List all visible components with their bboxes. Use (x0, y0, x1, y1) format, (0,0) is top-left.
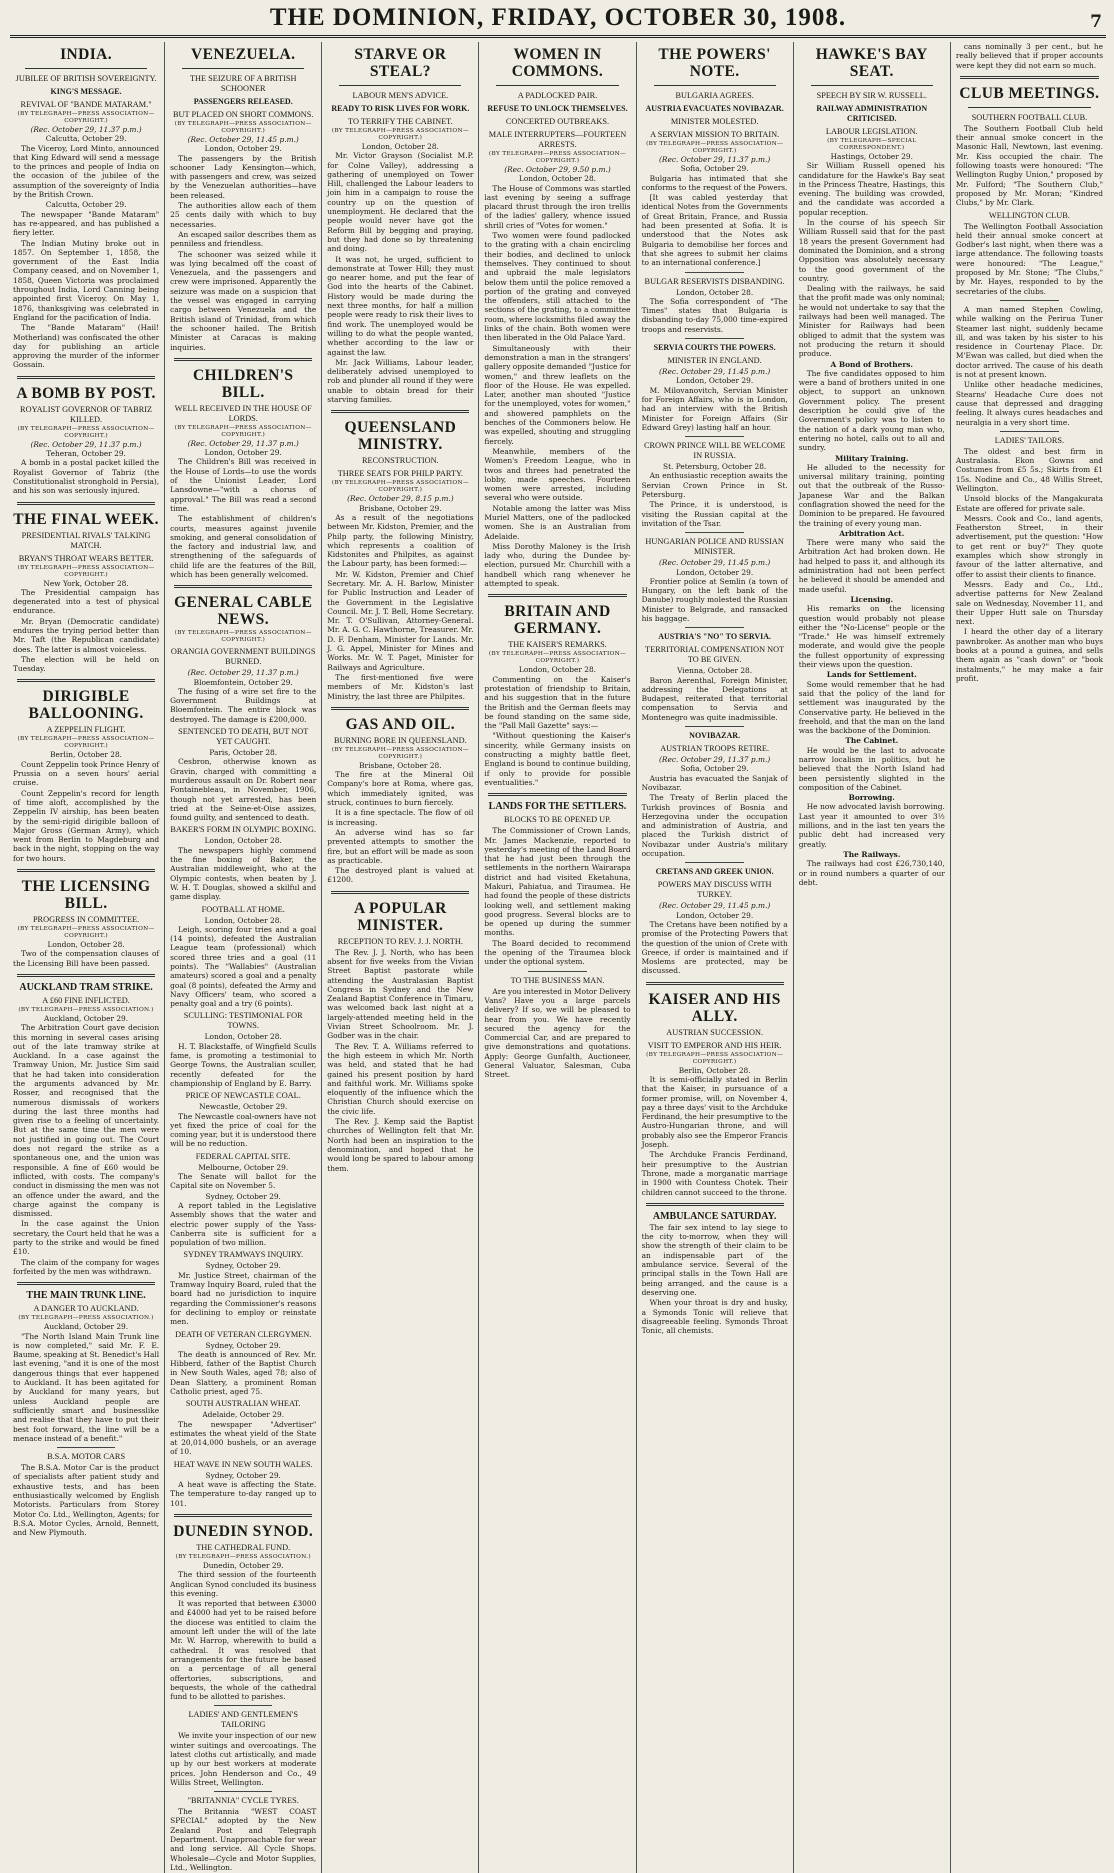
received-line: (Rec. October 29, 11.45 p.m.) (187, 135, 299, 144)
subhead: A DANGER TO AUCKLAND. (33, 1304, 139, 1314)
paragraph: Mr. Justice Street, chairman of the Tramway Inquiry Board, ruled that the board had no jurisdiction to inquire regarding the Commissioner's reasons for declining to employ or reinstate men. (170, 1270, 317, 1327)
section-label: Borrowing. (848, 793, 895, 803)
dateline: Calcutta, October 29. (45, 200, 127, 210)
dateline: Berlin, October 28. (678, 1065, 751, 1075)
subhead: PRESIDENTIAL RIVALS' TALKING MATCH. (21, 530, 151, 550)
headline-queensland-ministry: QUEENSLAND MINISTRY. (344, 419, 457, 454)
paragraph: The Newcastle coal-owners have not yet fixed the price of coal for the coming year, but it is understood there will be no reduction. (170, 1111, 317, 1149)
paragraph: Baron Aerenthal, Foreign Minister, addressing the Delegations at Budapest, reiterated that territorial compensation to Servia and Montenegro was quite inadmissible. (641, 675, 788, 722)
subhead: LABOUR LEGISLATION. (825, 127, 918, 136)
subhead: JUBILEE OF BRITISH SOVEREIGNTY. (15, 74, 157, 83)
subhead: BRYAN'S THROAT WEARS BETTER. (18, 553, 154, 563)
dateline: Sydney, October 29. (205, 1470, 281, 1480)
dateline: London, October 28. (361, 142, 439, 151)
credit-line: (BY TELEGRAPH—PRESS ASSOCIATION—COPYRIGHT.) (17, 425, 155, 439)
paragraph: The establishment of children's courts, measures against juvenile smoking, and general consolidation of the factory and industrial law, and strengthening of the safeguards of child life are the features of the Bill, which has been generally welcomed. (170, 514, 317, 579)
paragraph: Count Zeppelin took Prince Henry of Prussia on a seven hours' aerial cruise. (13, 759, 160, 788)
headline-licensing: THE LICENSING BILL. (21, 878, 151, 913)
paragraph: M. Milovanovitch, Servian Minister for Foreign Affairs, who is in London, had an interview with the British Minister for Foreign Affairs (Sir Edward Grey) lasting half an hour. (641, 385, 788, 432)
subhead: SOUTHERN FOOTBALL CLUB. (971, 112, 1088, 122)
subhead: TERRITORIAL COMPENSATION NOT TO BE GIVEN. (645, 645, 785, 665)
paragraph: As a result of the negotiations between Mr. Kidston, Premier, and the Philp party, the following Ministry, which represents a coalition of Kidstonites and Philpites, as against the Labour party, has been formed:— (327, 512, 474, 569)
headline-britain-germany: BRITAIN AND GERMANY. (504, 603, 611, 638)
dateline: Auckland, October 29. (44, 1322, 129, 1332)
subhead: AUSTRIA'S "NO" TO SERVIA. (658, 632, 772, 642)
paragraph: He alluded to the necessity for universal military training, pointing out that the outbreak of the Russo-Japanese War and the Balkan conflagration showed the need for the Dominion to be prepared. He favoured the training of every young man. (798, 462, 945, 528)
subhead: SCULLING: TESTIMONIAL FOR TOWNS. (183, 1011, 303, 1031)
subhead: CONCERTED OUTBREAKS. (505, 117, 610, 126)
paragraph: The Rev. J. Kemp said the Baptist churches of Wellington felt that Mr. North had been an inspiration to the denomination, and hoped that he would long be spared to labour among them. (327, 1117, 474, 1173)
dateline: Dunedin, October 29. (202, 1560, 284, 1570)
headline-ambulance: AMBULANCE SATURDAY. (652, 1210, 777, 1222)
dateline: London, October 28. (204, 1032, 282, 1042)
column-1 (8, 42, 165, 1873)
paragraph: There were many who said the Arbitration Act had broken down. He had helped to pass it, and although its administration had not been perfect he believed it should be amended and made useful. (798, 538, 945, 594)
column-7 (951, 42, 1108, 1873)
paragraph: Two of the compensation clauses of the Licensing Bill have been passed. (13, 949, 160, 968)
advert-heading: "BRITANNIA" CYCLE TYRES. (187, 1796, 299, 1806)
subhead: A SERVIAN MISSION TO BRITAIN. (650, 130, 780, 139)
subhead: READY TO RISK LIVES FOR WORK. (331, 104, 470, 113)
dateline: London, October 29. (204, 144, 282, 154)
subhead: BURNING BORE IN QUEENSLAND. (333, 735, 467, 745)
received-line: (Rec. October 29, 11.37 p.m.) (659, 755, 771, 765)
paragraph: The Viceroy, Lord Minto, announced that King Edward will send a message to the princes and people of India on the occasion of the jubilee of the assumption of the sovereignty of India by the British Crown. (13, 143, 160, 200)
dateline: St. Petersburg, October 28. (663, 462, 767, 472)
paragraph: Unlike other headache medicines, Stearns' Headache Cure does not cause that depressed and dragging feeling. It always cures headaches and neuralgia in a very short time. (955, 380, 1103, 427)
paragraph: The fusing of a wire set fire to the Government Buildings at Bloemfontein. The entire block was destroyed. The damage is £200,000. (170, 686, 317, 724)
headline-tram-strike: AUCKLAND TRAM STRIKE. (19, 981, 153, 993)
dateline: London, October 29. (676, 376, 754, 386)
headline-gas-and-oil: GAS AND OIL. (345, 715, 456, 733)
paragraph: Leigh, scoring four tries and a goal (14 points), defeated the Australian League team (professional) which scored three tries and a goal (11 points). The "Wallabies" (Australian amateurs) scored a goal and a penalty goal (8 points), defeated the Army and Navy Officers' team, who scored a penalty goal and a try (6 points). (170, 924, 317, 1009)
subhead: PASSENGERS RELEASED. (193, 97, 293, 106)
paragraph: Cesbron, otherwise known as Gravin, charged with committing a murderous assault on Dr. Robert near Fontainebleau, in November, 1906, though not yet arrested, has been tried at the Seine-et-Oise assizes, found guilty, and sentenced to death. (170, 757, 317, 823)
headline-powers-note: THE POWERS' NOTE. (658, 46, 771, 80)
subhead: HEAT WAVE IN NEW SOUTH WALES. (173, 1459, 313, 1469)
paragraph: The Treaty of Berlin placed the Turkish provinces of Bosnia and Herzegovina under the occupation and administration of Austria, and placed the Turkish district of Novibazar under Austria's military occupation. (641, 793, 788, 859)
dateline: Melbourne, October 29. (198, 1162, 289, 1172)
paragraph: The five candidates opposed to him were a band of brothers united in one object, to support an unknown Government policy. The present description he could give of the Government's policy was to listen to the nation of a dark young man who, entering no hotel, calls out to all and sundry. (798, 368, 945, 453)
paragraph: Two women were found padlocked to the grating with a chain encircling their bodies, and declined to unlock themselves. They continued to shout and upbraid the male legislators below them until the police removed a portion of the grating and conveyed the offenders, still attached to the sections of the grating, to a committee room, where locksmiths filed away the links of the chain. Both women were then liberated in the Old Palace Yard. (484, 231, 631, 343)
column-6 (794, 42, 951, 1873)
paragraph: The railways had cost £26,730,140, or in round numbers a quarter of our debt. (798, 859, 945, 887)
paragraph: The Sofia correspondent of "The Times" states that Bulgaria is disbanding to-day 75,000 time-expired troops and reservists. (641, 296, 788, 334)
section-label: Military Training. (835, 453, 909, 463)
paragraph: Commenting on the Kaiser's protestation of friendship to Britain, and his suggestion that in the future the British and the German fleets may be found standing on the same side, the "Pall Mall Gazette" says:— (484, 674, 631, 731)
subhead: KING'S MESSAGE. (50, 87, 122, 96)
dateline: Newcastle, October 29. (199, 1102, 288, 1112)
subhead: SERVIA COURTS THE POWERS. (653, 343, 776, 353)
headline-women-in-commons: WOMEN IN COMMONS. (511, 46, 604, 80)
paragraph: The schooner was seized while it was lying becalmed off the coast of Venezuela, and the passengers and crew were imprisoned. Apparently the seizure was made on a suspicion that the vessel was engaged in carrying cargo between Venezuela and the British island of Trinidad, from which the schooner hailed. The British Minister at Caracas is making inquiries. (170, 249, 317, 352)
paragraph: Frontier police at Semlin (a town of Hungary, on the left bank of the Danube) roughly molested the Russian Minister to Belgrade, and ransacked his baggage. (641, 576, 788, 623)
dateline: Brisbane, October 29. (359, 503, 442, 513)
advert-text: The oldest and best firm in Australasia. Ekon Gowns and Costumes from £5 5s.; Skirts from £1 15s. Nodine and Co., 48 Willis Street, Wellington. (955, 446, 1103, 493)
paragraph: The newspapers highly commend the fine boxing of Baker, the Australian middleweight, who at the Olympic contests, when beaten by J. W. H. T. Douglas, showed a skilful and game display. (170, 845, 317, 902)
subhead: SYDNEY TRAMWAYS INQUIRY. (183, 1250, 304, 1260)
subhead: POWERS MAY DISCUSS WITH TURKEY. (657, 880, 772, 900)
paragraph: It is semi-officially stated in Berlin that the Kaiser, in pursuance of a former promise, will, on November 4, pay a three days' visit to the Archduke Ferdinand, the heir presumptive to the Austro-Hungarian throne, and will probably also see the Emperor Francis Joseph. (641, 1075, 788, 1150)
section-label: Arbitration Act. (839, 528, 905, 538)
subhead: RAILWAY ADMINISTRATION CRITICISED. (816, 104, 928, 123)
credit-line: (BY TELEGRAPH—PRESS ASSOCIATION—COPYRIGHT.) (174, 121, 312, 134)
headline-india: INDIA. (60, 46, 113, 63)
paragraph: The Prince, it is understood, is visiting the Russian capital at the invitation of the Tsar. (641, 500, 788, 528)
credit-line: (BY TELEGRAPH—PRESS ASSOCIATION—COPYRIGHT.) (17, 926, 155, 940)
credit-line: (BY TELEGRAPH—PRESS ASSOCIATION—COPYRIGHT.) (174, 424, 312, 438)
headline-kaiser-ally: KAISER AND HIS ALLY. (648, 990, 781, 1025)
advert-heading: B.S.A. MOTOR CARS (47, 1452, 126, 1462)
paragraph: The House of Commons was startled last evening by seeing a suffrage placard thrust through the iron trellis of the ladies' gallery, whence issued shrill cries of "Votes for women." (484, 183, 631, 230)
dateline: London, October 28. (676, 287, 754, 297)
paragraph: The Commissioner of Crown Lands, Mr. James Mackenzie, reported to yesterday's meeting of the Land Board that he had just been through the settlements in the northern Wairarapa district and had visited Eketahuna, Makuri, Pahiatua, and Tiraumea. He had found the people of these districts looking well, and settlement making good progress. Several blocks are to be opened up during the summer months. (484, 826, 631, 938)
received-line: (Rec. October 29, 11.37 p.m.) (187, 438, 299, 448)
newspaper-columns (8, 42, 1108, 1872)
received-line: (Rec. October 29, 9.50 p.m.) (504, 165, 611, 174)
dateline: Bloemfontein, October 29. (193, 677, 293, 687)
subhead: A £60 FINE INFLICTED. (42, 995, 130, 1005)
credit-line: (BY TELEGRAPH—PRESS ASSOCIATION—COPYRIGHT.) (17, 736, 155, 750)
column-5 (637, 42, 794, 1873)
advert-text: We invite your inspection of our new winter suitings and overcoatings. The latest cloths cut artistically, and made up by our best workers at moderate prices. John Henderson and Co., 49 Willis Street, Wellington. (170, 1731, 317, 1787)
subhead: THE CATHEDRAL FUND. (196, 1542, 291, 1552)
subhead: LABOUR MEN'S ADVICE. (352, 91, 449, 100)
dateline: London, October 28. (204, 915, 282, 925)
subhead: CRETANS AND GREEK UNION. (655, 867, 774, 877)
paragraph: It was not, he urged, sufficient to demonstrate at Tower Hill; they must go nearer home, and put the fear of God into the hearts of the Cabinet. History would be made during the next three months, for half a million people were ready to risk their lives to find work. The unemployed would be willing to do what the people wanted, whether according to the law or against the law. (327, 254, 474, 357)
paragraph: The authorities allow each of them 25 cents daily with which to buy necessaries. (170, 201, 317, 229)
credit-line: (BY TELEGRAPH—PRESS ASSOCIATION.) (18, 1006, 154, 1013)
paragraph: A heat wave is affecting the State. The temperature to-day ranged up to 101. (170, 1480, 317, 1508)
subhead: MINISTER MOLESTED. (670, 117, 759, 126)
headline-main-trunk: THE MAIN TRUNK LINE. (26, 1290, 146, 1302)
masthead (10, 4, 1106, 38)
paragraph: The election will be held on Tuesday. (13, 654, 160, 674)
subhead: BUT PLACED ON SHORT COMMONS. (172, 110, 314, 119)
subhead: RECONSTRUCTION. (361, 456, 439, 466)
paragraph: Unsold blocks of the Mangakurata Estate are offered for private sale. (955, 494, 1103, 513)
paragraph: Mr. Victor Grayson (Socialist M.P. for Colne Valley), addressing a gathering of unemployed on Tower Hill, challenged the Labour leaders to join him in a campaign to rouse the country up on the question of unemployment. He declared that the people would never have got the Reform Bill by begging and praying, but they had done so by threatening and doing. (327, 151, 474, 254)
paragraph: Dealing with the railways, he said that the profit made was only nominal; he would not undertake to say that the railways had been well managed. The Minister for Railways had been obliged to admit that the system was not producing the return it should produce. (798, 284, 945, 359)
section-label: A Bond of Brothers. (830, 359, 913, 369)
headline-dunedin-synod: DUNEDIN SYNOD. (173, 1522, 314, 1540)
headline-final-week: THE FINAL WEEK. (13, 510, 159, 528)
subhead: AUSTRIAN TROOPS RETIRE. (660, 744, 770, 754)
paragraph: The first-mentioned five were members of Mr. Kidston's last Ministry, the last three are Philpites. (327, 672, 474, 701)
paragraph: "The North Island Main Trunk line is now completed," said Mr. F. E. Baume, speaking at St. Benedict's Hall last evening, "and it is one of the most dangerous things that ever happened to Auckland. It has been agitated for by Auckland for many years, but unless Auckland people are sufficiently smart and businesslike and realise that they have to put their best foot forward, the line will be a menace instead of a benefit." (13, 1331, 160, 1443)
paragraph: Bulgaria has intimated that she conforms to the request of the Powers. (641, 173, 788, 192)
subhead: BAKER'S FORM IN OLYMPIC BOXING. (170, 825, 317, 835)
paragraph: In the course of his speech Sir William Russell said that for the past 18 years the present Government had dominated the Dominion, and a strong Opposition was absolutely necessary to the good government of the country. (798, 218, 945, 283)
section-label: Licensing. (850, 594, 894, 604)
page-number: 7 (1090, 12, 1102, 32)
received-line: (Rec. October 29, 11.37 p.m.) (30, 125, 142, 134)
paragraph: Miss Dorothy Maloney is the Irish lady who, during the Dundee by-election, pursued Mr. Churchill with a handbell which rang whenever he attempted to speak. (484, 541, 631, 589)
paragraph: In the case against the Union secretary, the Court held that he was a party to the strike and would be fined £10. (13, 1219, 160, 1257)
subhead: BULGARIA AGREES. (675, 91, 754, 100)
credit-line: (BY TELEGRAPH—PRESS ASSOCIATION—COPYRIGHT.) (331, 480, 469, 494)
subhead: MINISTER IN ENGLAND. (667, 356, 762, 366)
dateline: Sydney, October 29. (205, 1191, 281, 1201)
dateline: Hastings, October 29. (830, 152, 913, 161)
paragraph: The Indian Mutiny broke out in 1857. On September 1, 1858, the government of the East India Company ceased, and on November 1, 1858, Queen Victoria was proclaimed throughout India, Lord Canning being appointed first Viceroy. On May 1, 1876, thanksgiving was celebrated in England for the pacification of India. (13, 238, 160, 322)
paragraph: A bomb in a postal packet killed the Royalist Governor of Tabriz (the Constitutionalist stronghold in Persia), and his son was seriously injured. (13, 458, 160, 496)
headline-dirigible: DIRIGIBLE BALLOONING. (28, 688, 144, 723)
headline-bomb: A BOMB BY POST. (16, 384, 156, 402)
received-line: (Rec. October 29, 11.37 p.m.) (187, 668, 299, 678)
column-3 (322, 42, 479, 1873)
subhead: REFUSE TO UNLOCK THEMSELVES. (487, 104, 628, 113)
advert-text: Are you interested in Motor Delivery Vans? Have you a large parcels delivery? If so, we will be pleased to hear from you. We have recently secured the agency for the Commercial Car, and are prepared to give demonstrations and quotations. Apply: George Gunfalth, Auctioneer, General Valuator, Salesman, Cuba Street. (484, 986, 631, 1080)
subhead: ORANGIA GOVERNMENT BUILDINGS BURNED. (170, 647, 316, 667)
subhead: WELLINGTON CLUB. (988, 210, 1070, 220)
received-line: (Rec. October 29, 11.37 p.m.) (659, 155, 771, 164)
subhead: AUSTRIA EVACUATES NOVIBAZAR. (645, 104, 784, 113)
paragraph: His remarks on the licensing question would probably not please either the "No-License" people or the "Trade." He was himself extremely moderate, and would give the people the fullest opportunity of expressing their views upon the question. (798, 604, 945, 670)
headline-starve-or-steal: STARVE OR STEAL? (354, 46, 447, 80)
paragraph: The Rev. J. J. North, who has been absent for five weeks from the Vivian Street Baptist pastorate while attending the Australasian Baptist Congress in Sydney and the New Zealand Baptist Conference in Timaru, was welcomed back last night at a largely-attended meeting held in the Vivian Street Schoolroom. Mr. J. Godber was in the chair. (327, 947, 474, 1041)
paragraph: Meanwhile, members of the Women's Freedom League, who in twos and threes had penetrated the lobby, made speeches. Fourteen women were arrested, including several who were outside. (484, 446, 631, 503)
received-line: (Rec. October 29, 11.45 p.m.) (659, 901, 771, 911)
paragraph: Notable among the latter was Miss Muriel Matters, one of the padlocked women. She is an Australian from Adelaide. (484, 503, 631, 541)
dateline: London, October 28. (518, 665, 597, 675)
paragraph: The destroyed plant is valued at £1200. (327, 866, 474, 885)
subhead: A ZEPPELIN FLIGHT. (46, 725, 126, 735)
credit-line: (BY TELEGRAPH—PRESS ASSOCIATION—COPYRIGHT.) (488, 651, 627, 665)
dateline: Paris, October 28. (209, 748, 278, 758)
received-line: (Rec. October 29, 8.15 p.m.) (347, 494, 454, 504)
paragraph: The Senate will ballot for the Capital site on November 5. (170, 1172, 317, 1191)
received-line: (Rec. October 29, 11.45 p.m.) (659, 558, 771, 568)
dateline: London, October 28. (518, 174, 597, 184)
paragraph: Messrs. Eady and Co., Ltd., advertise patterns for New Zealand sale on Wednesday, November 11, and their Upper Hutt sale on Thursday next. (955, 579, 1103, 627)
headline-popular-minister: A POPULAR MINISTER. (353, 899, 447, 934)
subhead: VISIT TO EMPEROR AND HIS HEIR. (647, 1040, 782, 1050)
dateline: London, October 29. (676, 567, 754, 577)
paragraph: The Archduke Francis Ferdinand, heir presumptive to the Austrian Throne, made a morganatic marriage in 1900 with Countess Chotek. Their children cannot succeed to the throne. (641, 1150, 788, 1197)
advert-heading: LADIES' AND GENTLEMEN'S TAILORING (188, 1710, 298, 1730)
paragraph: Simultaneously with their demonstration a man in the strangers' gallery opposite demanded "Justice for women," and threw leaflets on the floor of the House. He was expelled. Later, another man shouted "Justice for the unemployed, votes for women," and showered pamphlets on the benches of the Commoners below. He was expelled, shouting and struggling fiercely. (484, 343, 631, 446)
paragraph: A man named Stephen Cowling, while walking on the Perirua Tuner Steamer last night, suddenly became ill, and was taken by his sister to his residence in Courtenay Place. Dr. M'Ewan was called, but died when the doctor arrived. The cause of his death is not at present known. (955, 304, 1103, 380)
paragraph: cans nominally 3 per cent., but he really believed that if proper accounts were kept they did not earn so much. (955, 42, 1103, 70)
credit-line: (BY TELEGRAPH—PRESS ASSOCIATION—COPYRIGHT.) (331, 746, 469, 760)
headline-venezuela: VENEZUELA. (191, 46, 296, 63)
paragraph: It was reported that between £3000 and £4000 had yet to be raised before the diocese was entitled to claim the amount left under the will of the late Mr. W. Harrop, wherewith to build a cathedral. It was resolved that arrangements for the future be based on a percentage of all general offertories, subscriptions, and bequests, the whole of the cathedral fund to be allotted to parishes. (170, 1599, 317, 1702)
subhead: PRICE OF NEWCASTLE COAL. (185, 1091, 301, 1101)
headline-lands-settlers: LANDS FOR THE SETTLERS. (488, 801, 627, 813)
paragraph: The Arbitration Court gave decision this morning in several cases arising out of the late tramway strike at Auckland. In a case against the Tramway Union, Mr. Justice Sim said that he had taken into consideration the arguments advanced by Mr. Rosser, and recognised that the numerous dismissals of workers during the last three months had given rise to a feeling of uncertainty. But at the same time the men were not justified in going out. The Court does not regard the strike as a spontaneous one, and the union was responsible. A fine of £60 would be inflicted, with costs. The company's conduct in dismissing the men was not an offence under the award, and the charge against the company is dismissed. (13, 1023, 160, 1219)
subhead: AUSTRIAN SUCCESSION. (666, 1027, 764, 1037)
paragraph: H. T. Blackstaffe, of Wingfield Sculls fame, is promoting a testimonial to George Towns, the Australian sculler, recently defeated for the championship of England by E. Barry. (170, 1041, 317, 1088)
dateline: Vienna, October 28. (677, 666, 753, 676)
paragraph: The Presidential campaign has degenerated into a test of physical endurance. (13, 587, 160, 616)
paragraph: The Cretans have been notified by a promise of the Protecting Powers that the question of the union of Crete with Greece, if order is maintained and if Moslems are protected, may be discussed. (641, 919, 788, 976)
subhead: DEATH OF VETERAN CLERGYMEN. (175, 1329, 312, 1339)
paragraph: The passengers by the British schooner Lady Kensington—which, with passengers and crew, was seized by the Venezuelan authorities—have been released. (170, 153, 317, 200)
paragraph: Mr. Jack Williams, Labour leader, deliberately advised unemployed to rob and plunder all round if they were unable to obtain bread for their starving families. (327, 357, 474, 405)
subhead: CROWN PRINCE WILL BE WELCOME IN RUSSIA. (643, 441, 786, 461)
advert-heading: LADIES' TAILORS. (994, 435, 1065, 445)
credit-line: (BY TELEGRAPH—PRESS ASSOCIATION.) (175, 1553, 311, 1560)
credit-line: (BY TELEGRAPH—PRESS ASSOCIATION—COPYRIGHT.) (646, 141, 784, 154)
paragraph: An escaped sailor describes them as penniless and friendless. (170, 229, 317, 249)
subhead: RECEPTION TO REV. J. J. NORTH. (337, 936, 463, 946)
paragraph: The third session of the fourteenth Anglican Synod concluded its business this evening. (170, 1570, 317, 1598)
credit-line: (BY TELEGRAPH—PRESS ASSOCIATION—COPYRIGHT.) (488, 151, 627, 164)
dateline: Teheran, October 29. (46, 449, 126, 459)
newspaper-title: THE DOMINION, FRIDAY, OCTOBER 30, 1908. (269, 4, 847, 31)
credit-line: (BY TELEGRAPH—SPECIAL CORRESPONDENT.) (827, 138, 917, 151)
subhead: THE SEIZURE OF A BRITISH SCHOONER (189, 74, 297, 93)
credit-line: (BY TELEGRAPH—PRESS ASSOCIATION—COPYRIGHT.) (331, 128, 469, 141)
headline-general-cable: GENERAL CABLE NEWS. (174, 594, 313, 629)
paragraph: The Southern Football Club held their annual smoke concert in the Masonic Hall, Newtown, last evening. Mr. Kiss occupied the chair. The following toasts were honoured: "The Wellington Rugby Union," proposed by Mr. Fulford; "The Southern Club," proposed by Mr. Moran; "Kindred Clubs," by Mr. Clark. (955, 123, 1103, 208)
section-label: The Cabinet. (845, 736, 899, 746)
credit-line: (BY TELEGRAPH—PRESS ASSOCIATION—COPYRIGHT.) (17, 111, 155, 124)
paragraph: The claim of the company for wages forfeited by the men was withdrawn. (13, 1257, 160, 1276)
paragraph: Some would remember that he had said that the policy of the land for settlement was inaugurated by the Conservative party. He believed in the freehold, and that the man on the land was the backbone of the Dominion. (798, 679, 945, 736)
column-4 (479, 42, 636, 1873)
advert-text: The Britannia "WEST COAST SPECIAL" adopted by the New Zealand Post and Telegraph Department. Unapproachable for wear and long service. All Cycle Shops. Wholesale—Cycle and Motor Supplies, Ltd., Wellington. (170, 1807, 317, 1872)
paragraph: Sir William Russell opened his candidature for the Hawke's Bay seat in the Princess Theatre, Hastings, this evening. The building was crowded, and the candidate was accorded a popular reception. (798, 161, 945, 217)
dateline: Brisbane, October 28. (359, 760, 442, 770)
paragraph: It is a fine spectacle. The flow of oil is increasing. (327, 808, 474, 827)
credit-line: (BY TELEGRAPH—PRESS ASSOCIATION—COPYRIGHT.) (17, 564, 155, 578)
subhead: WELL RECEIVED IN THE HOUSE OF LORDS. (174, 403, 312, 423)
subhead: SENTENCED TO DEATH, BUT NOT YET CAUGHT. (178, 727, 309, 747)
section-label: Lands for Settlement. (826, 670, 917, 680)
subhead: THE KAISER'S REMARKS. (508, 640, 607, 650)
section-label: The Railways. (843, 849, 901, 859)
paragraph: Count Zeppelin's record for length of time aloft, accomplished by the Zeppelin IV airship, has been beaten by the semi-rigid dirigible balloon of Major Gross (German Army), which went from Berlin to Magdeburg and back in the night, stopping on the way for two hours. (13, 788, 160, 863)
paragraph: An enthusiastic reception awaits the Servian Crown Prince in St. Petersburg. (641, 471, 788, 500)
paragraph: The death is announced of Rev. Mr. Hibberd, father of the Baptist Church in New South Wales, aged 78; also of Dean Slattery, a prominent Roman Catholic priest, aged 75. (170, 1349, 317, 1396)
paragraph: Messrs. Cook and Co., land agents, Featherston Street, in their advertisement, put the question: "How to get rent or buy?" They quote examples which show strongly in favour of the latter alternative, and offer to assist their clients to finance. (955, 513, 1103, 579)
paragraph: Mr. W. Kidston, Premier and Chief Secretary. Mr. A. H. Barlow, Minister for Public Instruction and Leader of the Government in the Legislative Council. Mr. J. T. Bell, Home Secretary. Mr. T. O'Sullivan, Attorney-General. Mr. A. G. C. Hawthorne, Treasurer. Mr. D. F. Denham, Minister for Lands. Mr. J. G. Appel, Minister for Mines and Works. Mr. W. T. Paget, Minister for Railways and Agriculture. (327, 569, 474, 672)
paragraph: The Rev. T. A. Williams referred to the high esteem in which Mr. North was held, and stated that he had gained his present position by hard and faithful work. Mr. Williams spoke eloquently of the influence which the Christian Church should exercise on the civic life. (327, 1041, 474, 1116)
subhead: TO TERRIFY THE CABINET. (348, 117, 453, 126)
paragraph: The Children's Bill was received in the House of Lords—to use the words of the Unionist Leader, Lord Lansdowne—"with a chorus of approval." The Bill was read a second time. (170, 457, 317, 513)
subhead: SPEECH BY SIR W. RUSSELL. (816, 91, 927, 100)
dateline: Adelaide, October 29. (202, 1410, 285, 1420)
dateline: Sydney, October 29. (205, 1261, 281, 1271)
received-line: (Rec. October 29, 11.45 p.m.) (659, 367, 771, 377)
paragraph: He would be the last to advocate narrow localism in politics, but he believed that the North Island had been persistently slighted in the composition of the Cabinet. (798, 745, 945, 792)
paragraph: When your throat is dry and husky, a Symonds Tonic will relieve that disagreeable feeling. Symonds Throat Tonic, all chemists. (641, 1298, 788, 1336)
paragraph: He now advocated lavish borrowing. Last year it amounted to over 3½ millions, and in the last ten years the public debt had increased very greatly. (798, 802, 945, 849)
paragraph: [It was cabled yesterday that identical Notes from the Governments of Great Britain, France, and Russia had been presented at Sofia. It is understood that the Notes ask Bulgaria to demobilise her forces and that she agrees to submit her claims to an international conference.] (641, 193, 788, 268)
headline-childrens-bill: CHILDREN'S BILL. (192, 366, 294, 401)
column-2 (165, 42, 322, 1873)
subhead: NOVIBAZAR. (689, 731, 741, 741)
dateline: Berlin, October 28. (50, 750, 123, 760)
credit-line: (BY TELEGRAPH—PRESS ASSOCIATION—COPYRIGHT.) (174, 630, 312, 644)
received-line: (Rec. October 29, 11.37 p.m.) (30, 439, 142, 449)
credit-line: (BY TELEGRAPH—PRESS ASSOCIATION—COPYRIGHT.) (646, 1051, 784, 1065)
dateline: New York, October 28. (43, 578, 129, 588)
paragraph: The Wellington Football Association held their annual smoke concert at Godber's last night, when there was a large attendance. The following toasts were honoured: "The League," proposed by Mr. Stone; "The Clubs," by Mr. Hayes, responded to by the secretaries of the clubs. (955, 221, 1103, 296)
paragraph: A report tabled in the Legislative Assembly shows that the water and electric power supply of the Yass-Canberra site is sufficient for a population of two million. (170, 1200, 317, 1248)
paragraph: The Board decided to recommend the opening of the Tiraumea block under the optional system. (484, 938, 631, 967)
subhead: REVIVAL OF "BANDE MATARAM." (20, 100, 152, 109)
subhead: ROYALIST GOVERNOR OF TABRIZ KILLED. (20, 404, 153, 424)
paragraph: Austria has evacuated the Sanjak of Novibazar. (641, 773, 788, 792)
paragraph: The fair sex intend to lay siege to the city to-morrow, when they will show the strength of their claim to be an indispensable part of the ambulance service. Several of the principal stalls in the Town Hall are being arranged, and the cause is a deserving one. (641, 1222, 788, 1297)
credit-line: (BY TELEGRAPH—PRESS ASSOCIATION.) (18, 1315, 154, 1322)
dateline: London, October 28. (47, 940, 125, 950)
dateline: London, October 29. (676, 910, 754, 920)
dateline: Sofia, October 29. (680, 164, 749, 174)
subhead: MALE INTERRUPTERS—FOURTEEN ARRESTS. (488, 130, 627, 149)
dateline: Auckland, October 29. (44, 1013, 129, 1023)
paragraph: The newspaper "Advertiser" estimates the wheat yield of the State at 20,014,000 bushels, or an average of 10. (170, 1419, 317, 1457)
advert-text: The B.S.A. Motor Car is the product of specialists after patient study and exhaustive tests, and has been enthusiastically welcomed by English Motorists. Particulars from Storey Motor Co. Ltd., Wellington, Agents; for B.S.A. Motor Cycles, Arnold, Bennett, and New Plymouth. (13, 1463, 160, 1538)
subhead: A PADLOCKED PAIR. (517, 91, 598, 100)
paragraph: The "Bande Mataram" (Hail! Motherland) was confiscated the other day for publishing an article approving the murder of the informer Gossain. (13, 323, 160, 370)
subhead: THREE SEATS FOR PHILP PARTY. (337, 469, 463, 479)
dateline: Sofia, October 29. (680, 764, 749, 774)
subhead: HUNGARIAN POLICE AND RUSSIAN MINISTER. (645, 537, 784, 557)
subhead: SOUTH AUSTRALIAN WHEAT. (185, 1399, 301, 1409)
headline-hawkes-bay: HAWKE'S BAY SEAT. (815, 46, 928, 80)
paragraph: An adverse wind has so far prevented attempts to smother the fire, but an effort will be made as soon as practicable. (327, 827, 474, 865)
advert-heading: TO THE BUSINESS MAN. (510, 975, 605, 985)
subhead: PROGRESS IN COMMITTEE. (32, 915, 140, 925)
dateline: London, October 29. (204, 448, 282, 458)
paragraph: "Without questioning the Kaiser's sincerity, while Germany insists on constructing a mighty battle fleet, England is bound to continue building, if only to provide for possible eventualities." (484, 731, 631, 787)
dateline: Calcutta, October 29. (45, 134, 127, 144)
dateline: London, October 28. (204, 836, 282, 846)
paragraph: The fire at the Mineral Oil Company's bore at Roma, where gas, which immediately ignited, was struck, continues to burn fiercely. (327, 770, 474, 808)
subhead: FEDERAL CAPITAL SITE. (195, 1151, 291, 1161)
paragraph: Mr. Bryan (Democratic candidate) endures the trying period better than Mr. Taft (the Republican candidate) does. The latter is almost voiceless. (13, 616, 160, 654)
subhead: BLOCKS TO BE OPENED UP. (504, 815, 611, 825)
subhead: FOOTBALL AT HOME. (201, 904, 285, 914)
subhead: BULGAR RESERVISTS DISBANDING. (644, 276, 785, 286)
paragraph: I heard the other day of a literary pawnbroker. As another man who buys books at a pound a guinea, and sells them again as "cash down" or "book instalments," he may make a fair profit. (955, 627, 1103, 683)
dateline: Sydney, October 29. (205, 1340, 281, 1350)
headline-club-meetings: CLUB MEETINGS. (959, 84, 1100, 102)
paragraph: The newspaper "Bande Mataram" has re-appeared, and has published a fiery letter. (13, 209, 160, 238)
